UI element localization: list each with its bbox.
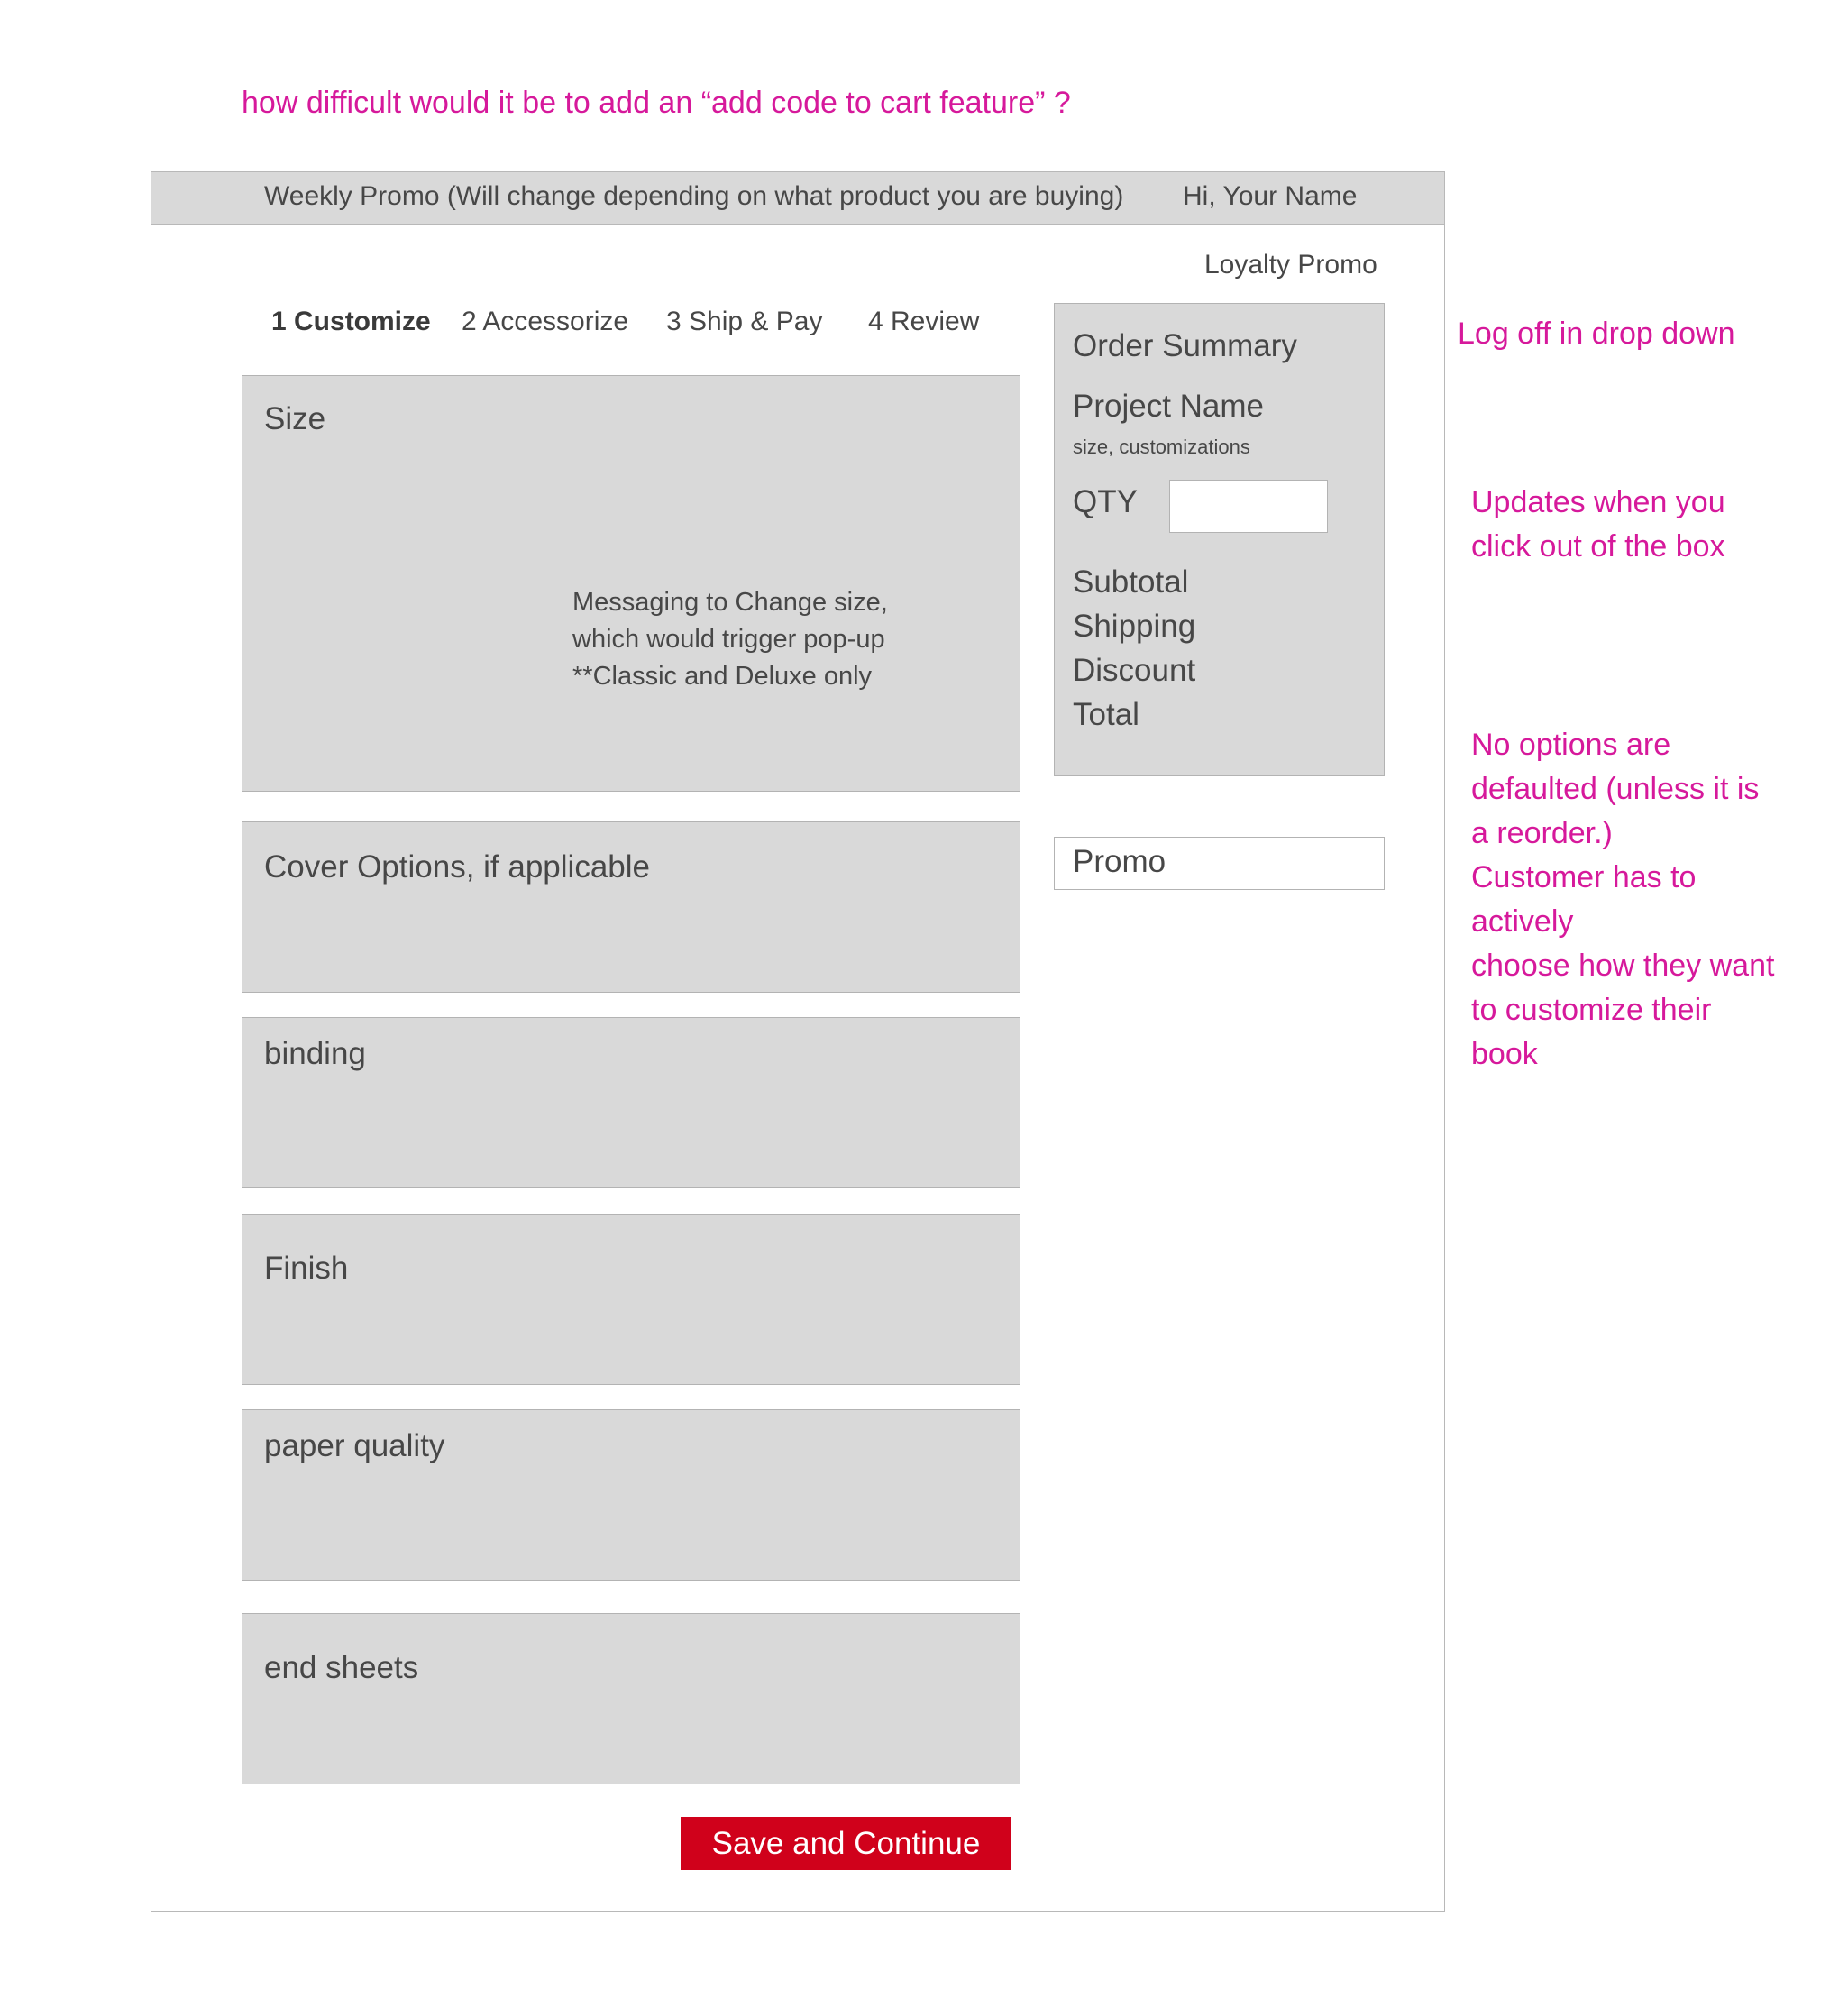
- annotation-options-line: a reorder.): [1471, 816, 1613, 850]
- annotation-add-code: how difficult would it be to add an “add code to cart feature” ?: [242, 86, 1071, 120]
- binding-panel[interactable]: [242, 1017, 1020, 1188]
- annotation-options-line: to customize their: [1471, 993, 1712, 1027]
- annotation-options-line: Customer has to: [1471, 860, 1697, 894]
- finish-panel[interactable]: [242, 1214, 1020, 1385]
- qty-label: QTY: [1073, 484, 1138, 519]
- project-details: size, customizations: [1073, 436, 1250, 458]
- annotation-logoff: Log off in drop down: [1458, 316, 1735, 351]
- qty-input[interactable]: [1169, 480, 1328, 533]
- size-message-line: **Classic and Deluxe only: [572, 662, 873, 691]
- paper-quality-title: paper quality: [264, 1428, 445, 1463]
- weekly-promo[interactable]: Weekly Promo (Will change depending on what product you are buying): [264, 181, 1124, 211]
- step-customize[interactable]: 1 Customize: [271, 307, 431, 336]
- end-sheets-panel[interactable]: [242, 1613, 1020, 1784]
- loyalty-promo[interactable]: Loyalty Promo: [1204, 250, 1377, 280]
- annotation-options-line: defaulted (unless it is: [1471, 772, 1760, 806]
- shipping-label: Shipping: [1073, 609, 1196, 644]
- total-label: Total: [1073, 697, 1139, 732]
- annotation-options-line: book: [1471, 1037, 1538, 1071]
- step-accessorize[interactable]: 2 Accessorize: [462, 307, 629, 336]
- size-message-line: which would trigger pop-up: [572, 625, 885, 654]
- size-message-line: Messaging to Change size,: [572, 588, 888, 617]
- size-panel-title: Size: [264, 401, 326, 436]
- discount-label: Discount: [1073, 653, 1196, 688]
- subtotal-label: Subtotal: [1073, 564, 1189, 600]
- order-summary-title: Order Summary: [1073, 328, 1297, 363]
- promo-label: Promo: [1073, 844, 1166, 879]
- annotation-updates-line2: click out of the box: [1471, 529, 1725, 564]
- binding-title: binding: [264, 1036, 366, 1071]
- size-panel[interactable]: [242, 375, 1020, 792]
- size-change-message[interactable]: [572, 584, 888, 695]
- annotation-options-line: choose how they want: [1471, 949, 1775, 983]
- step-ship-pay[interactable]: 3 Ship & Pay: [666, 307, 823, 336]
- cover-options-title: Cover Options, if applicable: [264, 849, 650, 885]
- step-review[interactable]: 4 Review: [868, 307, 980, 336]
- annotation-options-line: No options are: [1471, 728, 1671, 762]
- finish-title: Finish: [264, 1251, 349, 1286]
- end-sheets-title: end sheets: [264, 1650, 419, 1685]
- user-greeting[interactable]: Hi, Your Name: [1183, 181, 1358, 211]
- cover-options-panel[interactable]: [242, 821, 1020, 993]
- annotation-updates-line1: Updates when you: [1471, 485, 1725, 519]
- project-name: Project Name: [1073, 389, 1265, 424]
- annotation-options-line: actively: [1471, 904, 1574, 939]
- paper-quality-panel[interactable]: [242, 1409, 1020, 1581]
- save-continue-button[interactable]: Save and Continue: [681, 1817, 1011, 1870]
